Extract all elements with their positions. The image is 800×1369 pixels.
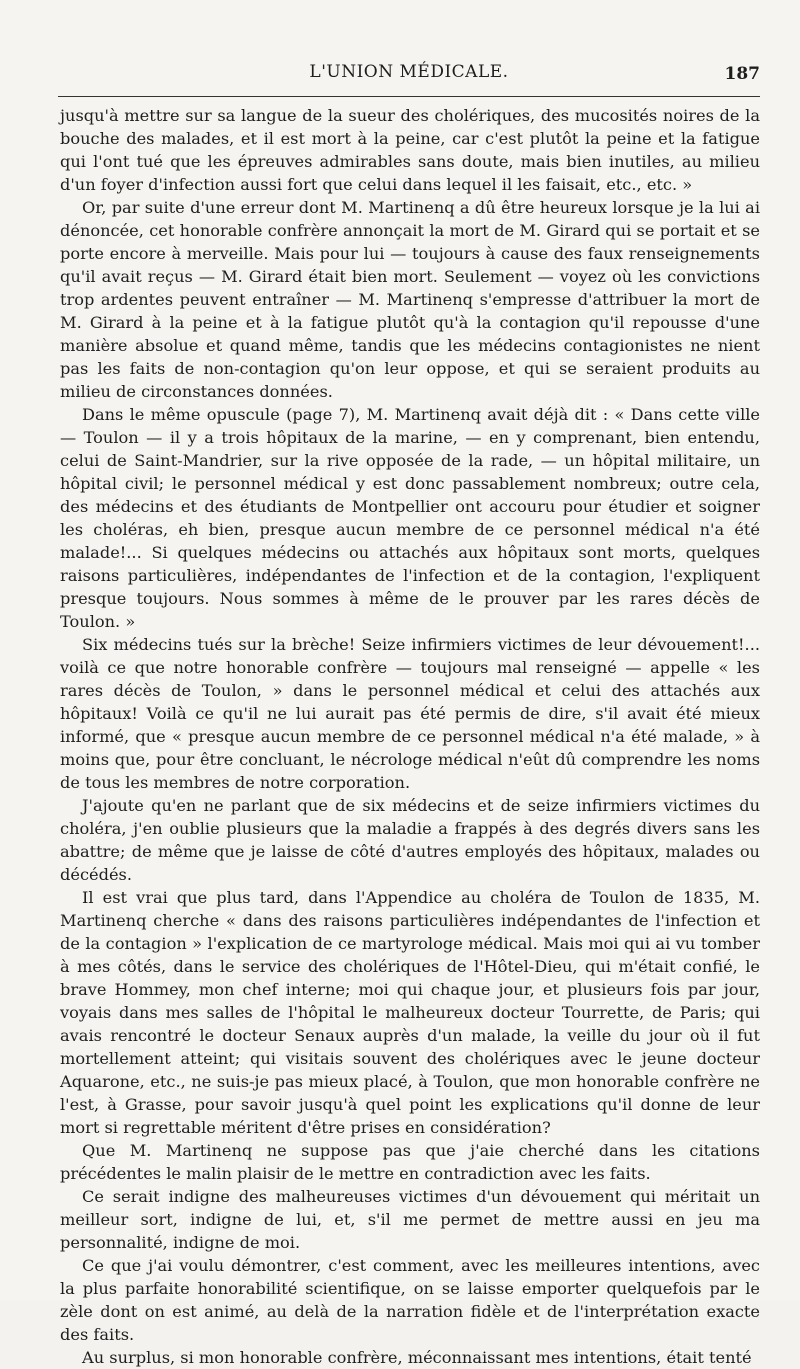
paragraph-continuation: jusqu'à mettre sur sa langue de la sueur des cholériques, des mucosités noires de la bouche des malades, et il est mort à la peine, car c'est plutôt la peine et la fatigue qui l'ont tué que les épreuves admirables sans doute, mais bien inutiles, au milieu d'un foyer d'infection aussi fort que celui dans lequel il les faisait, etc., etc. » xyxy=(60,106,760,194)
paragraph: J'ajoute qu'en ne parlant que de six médecins et de seize infirmiers victimes du choléra, j'en oublie plusieurs que la maladie a frappés à des degrés divers sans les abattre; de même que je laisse de côté d'autres employés des hôpitaux, malades ou décédés. xyxy=(60,796,760,884)
paragraph: Ce que j'ai voulu démontrer, c'est comment, avec les meilleures intentions, avec la plus parfaite honorabilité scientifique, on se laisse emporter quelquefois par le zèle dont on est animé, au delà de la narration fidèle et de l'interprétation exacte des faits. xyxy=(60,1256,760,1344)
page-number: 187 xyxy=(724,64,760,84)
paragraph: Dans le même opuscule (page 7), M. Martinenq avait déjà dit : « Dans cette ville — Toulon — il y a trois hôpitaux de la marine, — en y comprenant, bien entendu, celui de Saint-Mandrier, sur la rive opposée de la rade, — un hôpital militaire, un hôpital civil; le personnel médical y est donc passablement nombreux; outre cela, des médecins et des étudiants de Montpellier ont accouru pour étudier et soigner les choléras, eh bien, presque aucun membre de ce personnel médical n'a été malade!... Si quelques médecins ou attachés aux hôpitaux sont morts, quelques raisons particulières, indépendantes de l'infection et de la contagion, l'expliquent presque toujours. Nous sommes à même de le prouver par les rares décès de Toulon. » xyxy=(60,405,760,631)
paragraph: Au surplus, si mon honorable confrère, méconnaissant mes intentions, était tenté xyxy=(82,1348,752,1367)
page-header xyxy=(58,58,760,88)
running-title: L'UNION MÉDICALE. xyxy=(309,62,509,82)
paragraph: Il est vrai que plus tard, dans l'Appendice au choléra de Toulon de 1835, M. Martinenq cherche « dans des raisons particulières indépendantes de l'infection et de la contagion » l'explication de ce martyrologe médical. Mais moi qui ai vu tomber à mes côtés, dans le service des cholériques de l'Hôtel-Dieu, qui m'était confié, le brave Hommey, mon chef interne; moi qui chaque jour, et plusieurs fois par jour, voyais dans mes salles de l'hôpital le malheureux docteur Tourrette, de Paris; qui avais rencontré le docteur Senaux auprès d'un malade, la veille du jour où il fut mortellement atteint; qui visitais souvent des cholériques avec le jeune docteur Aquarone, etc., ne suis-je pas mieux placé, à Toulon, que mon honorable confrère ne l'est, à Grasse, pour savoir jusqu'à quel point les explications qu'il donne de leur mort si regrettable méritent d'être prises en considération? xyxy=(60,888,760,1137)
paragraph: Or, par suite d'une erreur dont M. Martinenq a dû être heureux lorsque je la lui ai dénoncée, cet honorable confrère annonçait la mort de M. Girard qui se portait et se porte encore à merveille. Mais pour lui — toujours à cause des faux renseignements qu'il avait reçus — M. Girard était bien mort. Seulement — voyez où les convictions trop ardentes peuvent entraîner — M. Martinenq s'empresse d'attribuer la mort de M. Girard à la peine et à la fatigue plutôt qu'à la contagion qu'il repousse d'une manière absolue et quand même, tandis que les médecins contagionistes ne nient pas les faits de non-contagion qu'on leur oppose, et qui se seraient produits au milieu de circonstances données. xyxy=(60,198,760,401)
paragraph: Ce serait indigne des malheureuses victimes d'un dévouement qui méritait un meilleur sort, indigne de lui, et, s'il me permet de mettre aussi en jeu ma personnalité, indigne de moi. xyxy=(60,1187,760,1252)
paragraph: Que M. Martinenq ne suppose pas que j'aie cherché dans les citations précédentes le malin plaisir de le mettre en contradiction avec les faits. xyxy=(60,1141,760,1183)
paragraph: Six médecins tués sur la brèche! Seize infirmiers victimes de leur dévouement!... voilà ce que notre honorable confrère — toujours mal renseigné — appelle « les rares décès de Toulon, » dans le personnel médical et celui des attachés aux hôpitaux! Voilà ce qu'il ne lui aurait pas été permis de dire, s'il avait été mieux informé, que « presque aucun membre de ce personnel médical n'a été malade, » à moins que, pour être concluant, le nécrologe médical n'eût dû comprendre les noms de tous les membres de notre corporation. xyxy=(60,635,760,792)
header-rule xyxy=(58,96,760,97)
article-body xyxy=(60,104,760,1369)
